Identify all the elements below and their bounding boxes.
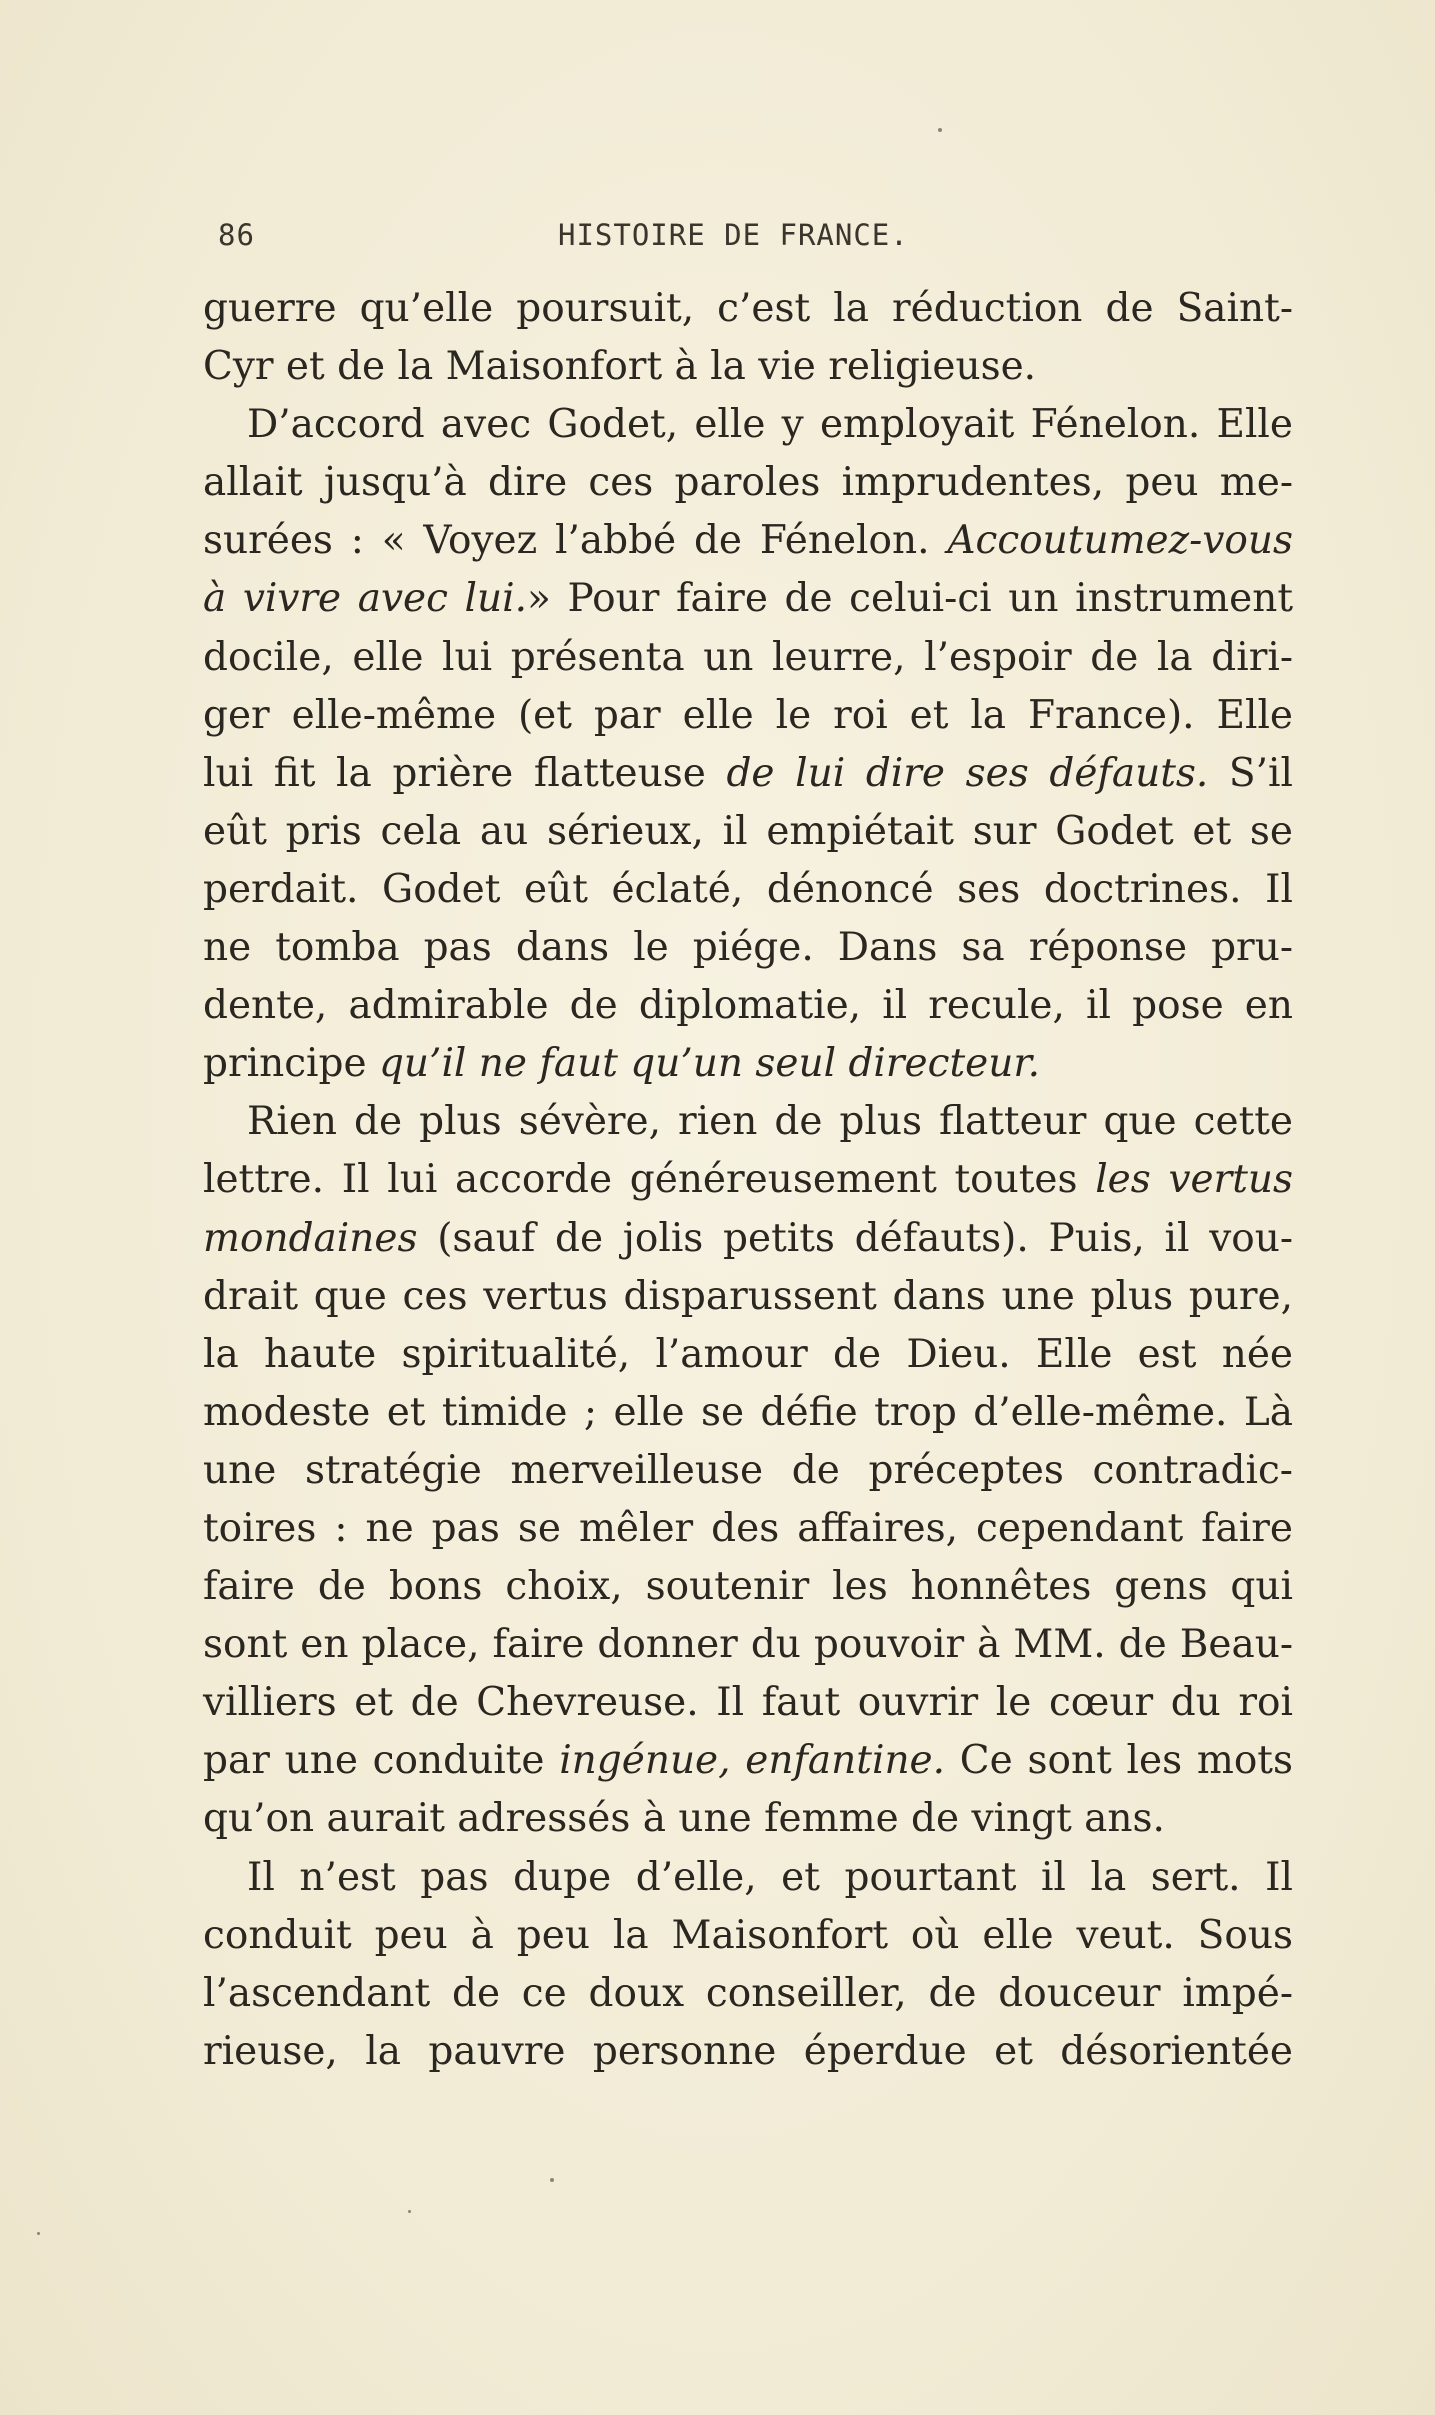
paper-speck <box>550 2178 554 2182</box>
text-run: lettre. Il lui accorde généreusement toutes <box>203 1157 1096 1203</box>
text-line: guerre qu’elle poursuit, c’est la réduction de Saint- <box>203 286 1293 331</box>
text-line: Rien de plus sévère, rien de plus flatteur que cette <box>247 1099 1293 1145</box>
text-line: qu’on aurait adressés à une femme de vingt ans. <box>203 1796 1165 1842</box>
italic-text: mondaines <box>203 1215 418 1261</box>
text-line: allait jusqu’à dire ces paroles imprudentes, peu me- <box>203 460 1293 506</box>
text-line: ne tomba pas dans le piége. Dans sa réponse pru- <box>203 925 1293 971</box>
italic-text: de lui dire ses défauts. <box>726 750 1209 796</box>
text-line: Cyr et de la Maisonfort à la vie religieuse. <box>203 344 1037 390</box>
text-line: dente, admirable de diplomatie, il recule, il pose en <box>203 983 1293 1029</box>
italic-text: les vertus <box>1095 1157 1294 1203</box>
text-line: rieuse, la pauvre personne éperdue et désorientée <box>203 2028 1293 2074</box>
page-header <box>218 218 1218 258</box>
text-run: par une conduite <box>203 1738 560 1784</box>
italic-text: ingénue, enfantine. <box>559 1738 946 1784</box>
text-line <box>203 570 1293 628</box>
running-head: HISTOIRE DE FRANCE. <box>558 218 909 252</box>
text-line <box>203 1210 1293 1268</box>
paper-speck <box>37 2232 40 2235</box>
body-text <box>203 280 1293 2081</box>
text-run: Ce sont les mots <box>945 1738 1293 1784</box>
text-line <box>203 1151 1293 1209</box>
text-line: Il n’est pas dupe d’elle, et pourtant il la sert. Il <box>247 1854 1293 1900</box>
text-run: » Pour faire de celui-ci un instrument <box>527 576 1293 622</box>
text-line: toires : ne pas se mêler des affaires, cependant faire <box>203 1505 1293 1551</box>
text-run: (sauf de jolis petits défauts). Puis, il vou- <box>417 1215 1293 1261</box>
text-line <box>203 512 1293 570</box>
text-run: principe <box>203 1041 379 1087</box>
paper-speck <box>408 2210 411 2213</box>
italic-text: qu’il ne faut qu’un seul directeur. <box>378 1041 1041 1087</box>
text-line: D’accord avec Godet, elle y employait Fénelon. Elle <box>247 402 1293 448</box>
text-line <box>203 1732 1293 1790</box>
text-line <box>203 745 1293 803</box>
text-line: perdait. Godet eût éclaté, dénoncé ses doctrines. Il <box>203 866 1293 912</box>
text-line: villiers et de Chevreuse. Il faut ouvrir le cœur du roi <box>203 1680 1293 1726</box>
text-line: une stratégie merveilleuse de préceptes contradic- <box>203 1447 1293 1493</box>
text-line <box>203 1035 1293 1093</box>
italic-text: à vivre avec lui. <box>203 576 528 622</box>
text-run: lui fit la prière flatteuse <box>203 750 727 796</box>
text-line: eût pris cela au sérieux, il empiétait sur Godet et se <box>203 808 1293 854</box>
text-line: docile, elle lui présenta un leurre, l’espoir de la diri- <box>203 634 1293 680</box>
text-line: sont en place, faire donner du pouvoir à MM. de Beau- <box>203 1622 1293 1668</box>
text-line: l’ascendant de ce doux conseiller, de douceur impé- <box>203 1970 1293 2016</box>
text-line: drait que ces vertus disparussent dans une plus pure, <box>203 1273 1293 1319</box>
italic-text: Accoutumez-vous <box>947 518 1293 564</box>
text-run: S’il <box>1208 750 1293 796</box>
text-line: faire de bons choix, soutenir les honnêtes gens qui <box>203 1564 1293 1610</box>
text-line: modeste et timide ; elle se défie trop d’elle-même. Là <box>203 1389 1293 1435</box>
text-line: conduit peu à peu la Maisonfort où elle veut. Sous <box>203 1912 1293 1958</box>
text-line: ger elle-même (et par elle le roi et la France). Elle <box>203 692 1293 738</box>
page-number: 86 <box>218 218 255 252</box>
paper-speck <box>938 128 942 132</box>
text-line: la haute spiritualité, l’amour de Dieu. Elle est née <box>203 1331 1293 1377</box>
text-run: surées : « Voyez l’abbé de Fénelon. <box>203 518 948 564</box>
